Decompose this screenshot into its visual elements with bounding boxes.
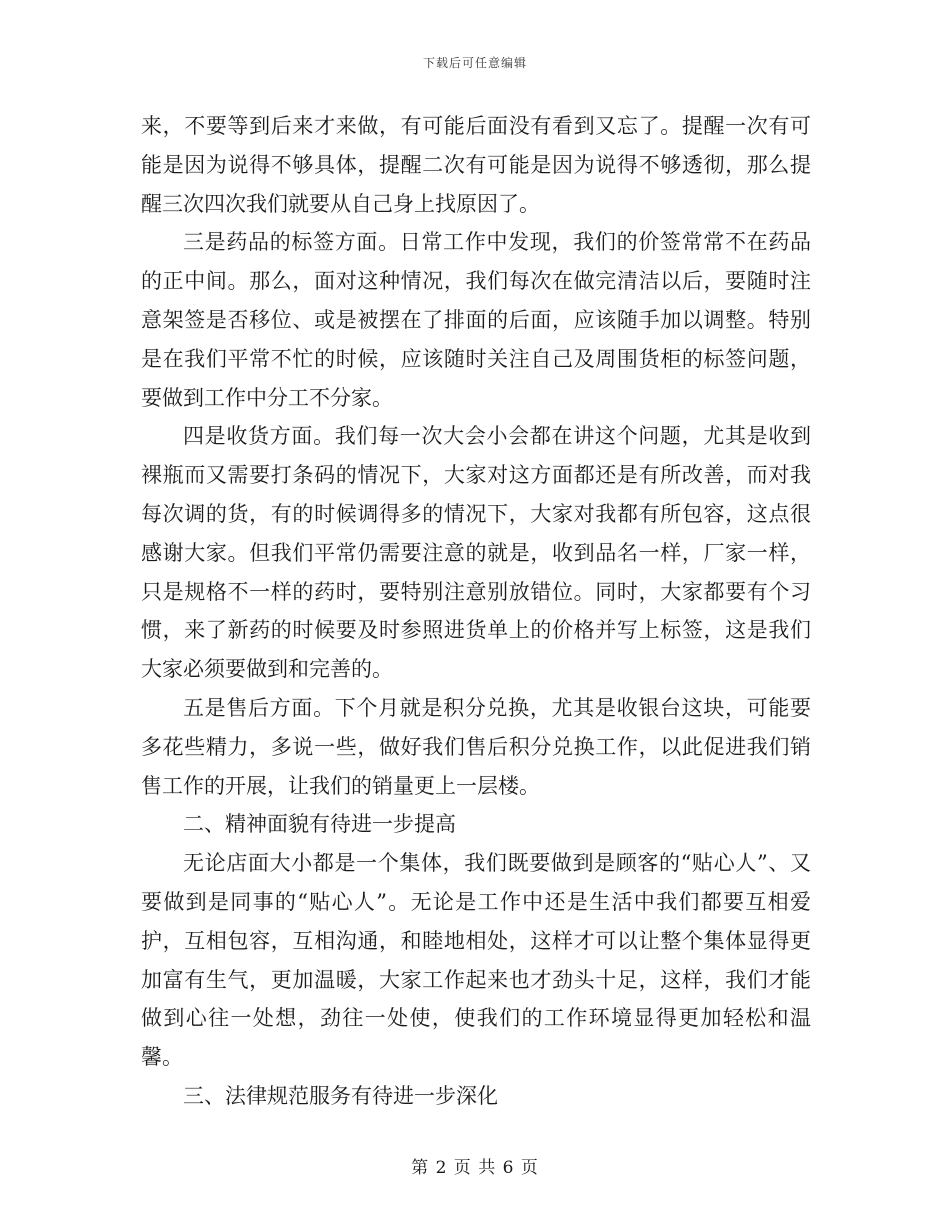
paragraph: 来，不要等到后来才来做，有可能后面没有看到又忘了。提醒一次有可能是因为说得不够具体，提醒二次有可能是因为说得不够透彻，那么提醒三次四次我们就要从自己身上找原因了。 (141, 114, 811, 216)
paragraph: 无论店面大小都是一个集体，我们既要做到是顾客的“贴心人”、又要做到是同事的“贴心人”。无论是工作中还是生活中我们都要互相爱护，互相包容，互相沟通，和睦地相处，这样才可以让整个集体显得更加富有生气，更加温暖，大家工作起来也才劲头十足，这样，我们才能做到心往一处想，劲往一处使，使我们的工作环境显得更加轻松和温馨。 (141, 851, 811, 1070)
page-header: 下载后可任意编辑 (422, 56, 527, 70)
page-number-footer: 第 2 页 共 6 页 (411, 1158, 539, 1178)
paragraph: 五是售后方面。下个月就是积分兑换，尤其是收银台这块，可能要多花些精力，多说一些，做好我们售后积分兑换工作，以此促进我们销售工作的开展，让我们的销量更上一层楼。 (141, 695, 811, 798)
section-heading: 三、法律规范服务有待进一步深化 (183, 1083, 498, 1108)
section-heading: 二、精神面貌有待进一步提高 (183, 812, 456, 837)
paragraph: 三是药品的标签方面。日常工作中发现，我们的价签常常不在药品的正中间。那么，面对这种情况，我们每次在做完清洁以后，要随时注意架签是否移位、或是被摆在了排面的后面，应该随手加以调整。特别是在我们平常不忙的时候，应该随时关注自己及周围货柜的标签问题，要做到工作中分工不分家。 (141, 230, 811, 410)
document-body (141, 107, 811, 1116)
paragraph: 四是收货方面。我们每一次大会小会都在讲这个问题，尤其是收到裸瓶而又需要打条码的情况下，大家对这方面都还是有所改善，而对我每次调的货，有的时候调得多的情况下，大家对我都有所包容，这点很感谢大家。但我们平常仍需要注意的就是，收到品名一样，厂家一样，只是规格不一样的药时，要特别注意别放错位。同时，大家都要有个习惯，来了新药的时候要及时参照进货单上的价格并写上标签，这是我们大家必须要做到和完善的。 (141, 424, 811, 682)
